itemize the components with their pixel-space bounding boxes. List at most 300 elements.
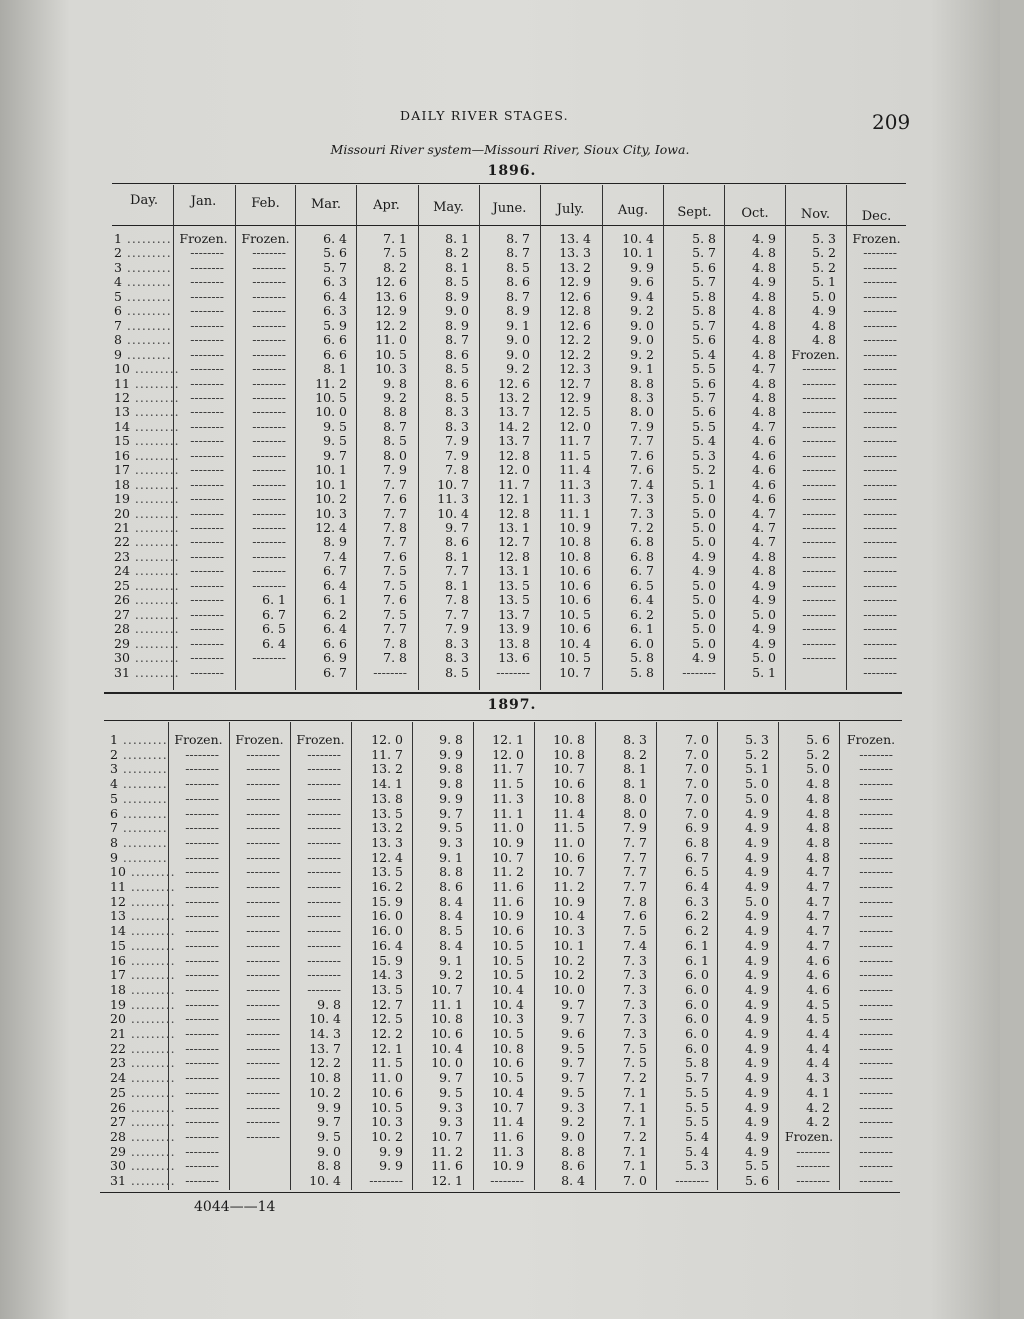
stage-cell: -------- — [859, 776, 893, 792]
day-number: 20 ......... — [110, 1011, 176, 1027]
stage-cell: -------- — [246, 967, 280, 983]
stage-cell: 4. 9 — [745, 952, 769, 968]
stage-cell: 9. 6 — [561, 1026, 585, 1041]
stage-cell: 8. 9 — [323, 534, 347, 550]
stage-cell: 7. 7 — [383, 621, 407, 637]
stage-cell: -------- — [802, 548, 836, 564]
stage-cell: 11. 4 — [553, 805, 585, 821]
leader-dots: ......... — [117, 805, 168, 821]
stage-cell: -------- — [190, 433, 224, 449]
stage-cell: 5. 0 — [752, 650, 776, 666]
stage-cell: 4. 9 — [745, 1114, 769, 1130]
stage-cell: 10. 4 — [492, 996, 524, 1012]
stage-cell: 10. 8 — [553, 790, 585, 806]
stage-cell: -------- — [190, 361, 224, 377]
stage-cell: 6. 7 — [323, 664, 347, 680]
stage-cell: 4. 9 — [752, 621, 776, 637]
leader-dots: ......... — [129, 418, 180, 434]
stage-cell: 7. 1 — [623, 1143, 647, 1159]
stage-cell: 10. 5 — [492, 1026, 524, 1041]
day-number: 15 ......... — [110, 937, 176, 953]
stage-cell: 6. 6 — [323, 332, 347, 348]
stage-cell: 5. 0 — [692, 520, 716, 535]
stage-cell: 9. 6 — [630, 274, 654, 290]
stage-cell: 10. 7 — [431, 981, 463, 997]
stage-cell: -------- — [252, 462, 286, 478]
stage-cell: 10. 7 — [492, 1099, 524, 1115]
stage-cell: 11. 1 — [492, 805, 524, 821]
stage-cell: -------- — [185, 820, 219, 836]
stage-cell: 9. 0 — [445, 303, 469, 319]
stage-cell: 4. 8 — [752, 332, 776, 348]
stage-cell: -------- — [307, 879, 341, 894]
stage-cell: 9. 9 — [630, 259, 654, 275]
stage-cell: 6. 1 — [630, 621, 654, 637]
stage-cell: -------- — [859, 1143, 893, 1159]
stage-cell: -------- — [307, 849, 341, 865]
stage-cell: 10. 0 — [553, 981, 585, 997]
stage-cell: -------- — [802, 592, 836, 608]
leader-dots: ......... — [129, 664, 180, 680]
stage-cell: -------- — [802, 577, 836, 593]
stage-cell: -------- — [252, 563, 286, 579]
page-number: 209 — [872, 110, 911, 134]
stage-cell: -------- — [190, 520, 224, 535]
stage-cell: 7. 8 — [623, 893, 647, 909]
stage-cell: 10. 8 — [553, 732, 585, 747]
day-number: 30 ......... — [114, 650, 180, 666]
stage-cell: 6. 5 — [685, 864, 709, 880]
stage-cell: -------- — [863, 650, 897, 666]
stage-cell: 7. 3 — [623, 1011, 647, 1027]
year-heading-1896: 1896. — [487, 163, 537, 179]
leader-dots: ......... — [125, 1055, 176, 1071]
stage-cell: 7. 8 — [383, 650, 407, 666]
stage-cell: -------- — [863, 303, 897, 319]
stage-cell: 13. 5 — [498, 592, 530, 608]
stage-cell: 14. 2 — [498, 418, 530, 434]
stage-cell: 6. 7 — [323, 563, 347, 579]
stage-cell: 10. 4 — [492, 981, 524, 997]
stage-cell: 10. 4 — [431, 1040, 463, 1056]
stage-cell: -------- — [859, 967, 893, 983]
day-number: 19 ......... — [114, 491, 180, 507]
leader-dots: ......... — [129, 505, 180, 521]
stage-cell: 13. 2 — [498, 389, 530, 405]
stage-cell: 12. 9 — [559, 389, 591, 405]
day-number: 18 ......... — [114, 476, 180, 492]
column-divider — [724, 185, 725, 690]
stage-cell: 7. 0 — [623, 1173, 647, 1188]
stage-cell: 8. 5 — [445, 389, 469, 405]
stage-cell: 8. 0 — [623, 805, 647, 821]
stage-cell: -------- — [802, 404, 836, 420]
stage-cell: -------- — [863, 346, 897, 362]
stage-cell: 10. 1 — [553, 937, 585, 953]
stage-cell: 9. 5 — [439, 820, 463, 836]
stage-cell: 16. 0 — [371, 908, 403, 924]
stage-cell: 4. 7 — [752, 361, 776, 377]
stage-cell: Frozen. — [235, 732, 284, 747]
stage-cell: 7. 0 — [685, 805, 709, 821]
stage-cell: -------- — [369, 1173, 403, 1188]
stage-cell: -------- — [252, 577, 286, 593]
stage-cell: -------- — [246, 746, 280, 762]
day-number: 25 ......... — [114, 577, 180, 593]
stage-cell: -------- — [863, 418, 897, 434]
stage-cell: -------- — [802, 563, 836, 579]
stage-cell: -------- — [246, 1026, 280, 1041]
column-divider — [295, 185, 296, 690]
stage-cell: 4. 9 — [745, 1128, 769, 1144]
stage-cell: 6. 0 — [685, 1011, 709, 1027]
stage-cell: 5. 0 — [692, 505, 716, 521]
stage-cell: 10. 6 — [492, 1055, 524, 1071]
stage-cell: 7. 7 — [445, 563, 469, 579]
day-number: 29 ......... — [114, 635, 180, 651]
stage-cell: -------- — [185, 981, 219, 997]
stage-cell: 7. 7 — [623, 834, 647, 850]
stage-cell: 8. 7 — [445, 332, 469, 348]
stage-cell: -------- — [859, 805, 893, 821]
stage-cell: 9. 9 — [379, 1143, 403, 1159]
stage-cell: 13. 5 — [498, 577, 530, 593]
stage-cell: 7. 4 — [630, 476, 654, 492]
stage-cell: -------- — [190, 621, 224, 637]
stage-cell: -------- — [307, 834, 341, 850]
stage-cell: -------- — [863, 462, 897, 478]
stage-cell: 7. 9 — [445, 621, 469, 637]
stage-cell: 7. 5 — [383, 563, 407, 579]
column-header-sept: Sept. — [677, 204, 712, 220]
stage-cell: -------- — [307, 981, 341, 997]
stage-cell: 10. 3 — [553, 923, 585, 939]
column-header-apr: Apr. — [373, 198, 400, 214]
column-divider — [785, 185, 786, 690]
leader-dots: ......... — [129, 476, 180, 492]
leader-dots: ......... — [129, 592, 180, 608]
stage-cell: -------- — [185, 908, 219, 924]
stage-cell: 10. 7 — [553, 864, 585, 880]
stage-cell: 4. 8 — [752, 288, 776, 304]
stage-cell: 8. 4 — [439, 908, 463, 924]
leader-dots: ......... — [125, 1099, 176, 1115]
stage-cell: 7. 3 — [630, 491, 654, 507]
stage-cell: -------- — [246, 1070, 280, 1086]
stage-cell: 4. 9 — [752, 635, 776, 651]
stage-cell: 9. 7 — [561, 1070, 585, 1086]
stage-cell: 9. 0 — [506, 332, 530, 348]
stage-cell: 6. 5 — [262, 621, 286, 637]
stage-cell: -------- — [185, 1114, 219, 1130]
stage-cell: 9. 8 — [439, 732, 463, 747]
stage-cell: 6. 2 — [630, 606, 654, 622]
stage-cell: 4. 9 — [692, 650, 716, 666]
stage-cell: 5. 8 — [692, 231, 716, 246]
stage-cell: 4. 8 — [812, 332, 836, 348]
stage-cell: 13. 1 — [498, 520, 530, 535]
stage-cell: 10. 6 — [553, 776, 585, 792]
stage-cell: 7. 1 — [623, 1114, 647, 1130]
stage-cell: -------- — [863, 534, 897, 550]
stage-cell: -------- — [246, 805, 280, 821]
leader-dots: ......... — [121, 231, 172, 246]
stage-cell: 8. 6 — [561, 1158, 585, 1174]
stage-cell: -------- — [190, 563, 224, 579]
stage-cell: 7. 7 — [383, 505, 407, 521]
stage-cell: -------- — [859, 937, 893, 953]
stage-cell: -------- — [863, 317, 897, 333]
stage-cell: -------- — [863, 476, 897, 492]
day-number: 8 ......... — [114, 332, 172, 348]
stage-cell: -------- — [252, 447, 286, 463]
stage-cell: 8. 7 — [506, 231, 530, 246]
stage-cell: 4. 9 — [752, 231, 776, 246]
stage-cell: 5. 6 — [692, 375, 716, 391]
stage-cell: -------- — [190, 650, 224, 666]
stage-cell: 7. 7 — [623, 879, 647, 894]
stage-cell: -------- — [185, 893, 219, 909]
stage-cell: 10. 4 — [553, 908, 585, 924]
stage-cell: 4. 7 — [806, 879, 830, 894]
stage-cell: -------- — [863, 361, 897, 377]
stage-cell: 10. 9 — [492, 834, 524, 850]
stage-cell: 5. 6 — [692, 404, 716, 420]
stage-cell: 6. 3 — [323, 303, 347, 319]
stage-cell: 4. 7 — [806, 937, 830, 953]
stage-cell: 4. 9 — [745, 1040, 769, 1056]
stage-cell: 4. 8 — [752, 375, 776, 391]
stage-cell: 7. 5 — [383, 577, 407, 593]
stage-cell: 6. 4 — [323, 621, 347, 637]
stage-cell: 9. 7 — [439, 805, 463, 821]
stage-cell: 5. 0 — [692, 534, 716, 550]
column-header-aug: Aug. — [617, 203, 649, 219]
stage-cell: -------- — [185, 849, 219, 865]
stage-cell: 9. 1 — [630, 361, 654, 377]
stage-cell: 5. 7 — [692, 317, 716, 333]
stage-cell: 4. 7 — [806, 908, 830, 924]
stage-cell: 12. 4 — [371, 849, 403, 865]
stage-cell: -------- — [252, 346, 286, 362]
stage-cell: 13. 5 — [371, 981, 403, 997]
stage-cell: 13. 1 — [498, 563, 530, 579]
column-divider — [418, 185, 419, 690]
stage-cell: -------- — [859, 1158, 893, 1174]
stage-cell: -------- — [190, 534, 224, 550]
day-number: 2 ......... — [110, 746, 168, 762]
stage-cell: -------- — [252, 650, 286, 666]
stage-cell: -------- — [682, 664, 716, 680]
stage-cell: 8. 5 — [445, 664, 469, 680]
stage-cell: 8. 7 — [506, 288, 530, 304]
stage-cell: -------- — [252, 520, 286, 535]
stage-cell: 12. 5 — [371, 1011, 403, 1027]
stage-cell: -------- — [185, 1158, 219, 1174]
stage-cell: -------- — [190, 491, 224, 507]
stage-cell: 7. 1 — [623, 1099, 647, 1115]
day-number: 30 ......... — [110, 1158, 176, 1174]
day-number: 17 ......... — [114, 462, 180, 478]
stage-cell: 7. 8 — [445, 462, 469, 478]
column-header-jan: Jan. — [190, 194, 217, 210]
stage-cell: 4. 2 — [806, 1099, 830, 1115]
stage-cell: -------- — [246, 864, 280, 880]
leader-dots: ......... — [129, 404, 180, 420]
stage-cell: 5. 2 — [745, 746, 769, 762]
leader-dots: ......... — [125, 1011, 176, 1027]
stage-cell: 11. 1 — [559, 505, 591, 521]
stage-cell: -------- — [190, 245, 224, 261]
stage-cell: -------- — [802, 505, 836, 521]
stage-cell: -------- — [185, 1011, 219, 1027]
stage-cell: 9. 7 — [445, 520, 469, 535]
stage-cell: -------- — [252, 418, 286, 434]
stage-cell: -------- — [252, 404, 286, 420]
column-divider — [663, 185, 664, 690]
stage-cell: 8. 2 — [623, 746, 647, 762]
stage-cell: -------- — [802, 375, 836, 391]
stage-cell: 4. 3 — [806, 1070, 830, 1086]
column-header-july: July. — [556, 202, 585, 218]
stage-cell: -------- — [863, 245, 897, 261]
stage-cell: 5. 0 — [692, 491, 716, 507]
stage-cell: -------- — [190, 317, 224, 333]
stage-cell: 8. 6 — [445, 534, 469, 550]
stage-cell: 5. 6 — [692, 332, 716, 348]
leader-dots: ......... — [121, 303, 172, 319]
stage-cell: 6. 7 — [630, 563, 654, 579]
stage-cell: -------- — [802, 476, 836, 492]
day-number: 24 ......... — [114, 563, 180, 579]
stage-cell: 7. 9 — [445, 447, 469, 463]
stage-cell: -------- — [796, 1158, 830, 1174]
stage-cell: 9. 8 — [383, 375, 407, 391]
leader-dots: ......... — [125, 952, 176, 968]
stage-cell: -------- — [190, 548, 224, 564]
leader-dots: ......... — [129, 577, 180, 593]
column-divider — [229, 722, 230, 1190]
stage-cell: 4. 9 — [752, 274, 776, 290]
stage-cell: 5. 3 — [812, 231, 836, 246]
leader-dots: ......... — [129, 520, 180, 535]
stage-cell: 5. 7 — [692, 274, 716, 290]
stage-cell: 5. 0 — [745, 790, 769, 806]
stage-cell: 4. 4 — [806, 1055, 830, 1071]
stage-cell: -------- — [252, 505, 286, 521]
day-number: 4 ......... — [110, 776, 168, 792]
stage-cell: 12. 7 — [498, 534, 530, 550]
table-1896-bottom-rule — [104, 692, 902, 694]
stage-cell: -------- — [190, 505, 224, 521]
leader-dots: ......... — [129, 433, 180, 449]
leader-dots: ......... — [125, 967, 176, 983]
stage-cell: 10. 9 — [492, 908, 524, 924]
leader-dots: ......... — [121, 332, 172, 348]
stage-cell: 4. 9 — [745, 967, 769, 983]
stage-cell: 9. 3 — [439, 834, 463, 850]
stage-cell: -------- — [246, 834, 280, 850]
stage-cell: 5. 2 — [692, 462, 716, 478]
stage-cell: 6. 8 — [685, 834, 709, 850]
stage-cell: 7. 1 — [623, 1158, 647, 1174]
stage-cell: 12. 2 — [559, 332, 591, 348]
stage-cell: 5. 4 — [692, 346, 716, 362]
stage-cell: 5. 4 — [685, 1128, 709, 1144]
stage-cell: 5. 4 — [685, 1143, 709, 1159]
stage-cell: 4. 5 — [806, 996, 830, 1012]
stage-cell: 4. 8 — [752, 548, 776, 564]
stage-cell: 7. 9 — [445, 433, 469, 449]
leader-dots: ......... — [117, 746, 168, 762]
stage-cell: 12. 8 — [498, 548, 530, 564]
stage-cell: -------- — [863, 548, 897, 564]
stage-cell: 7. 1 — [383, 231, 407, 246]
stage-cell: 10. 5 — [492, 1070, 524, 1086]
stage-cell: -------- — [307, 776, 341, 792]
stage-cell: 12. 9 — [559, 274, 591, 290]
day-number: 2 ......... — [114, 245, 172, 261]
stage-cell: 5. 2 — [812, 259, 836, 275]
stage-cell: 5. 6 — [745, 1173, 769, 1188]
stage-cell — [787, 666, 836, 680]
leader-dots: ......... — [125, 981, 176, 997]
day-number: 13 ......... — [110, 908, 176, 924]
stage-cell: -------- — [802, 650, 836, 666]
stage-cell: 4. 1 — [806, 1084, 830, 1100]
stage-cell: 8. 9 — [445, 317, 469, 333]
stage-cell: -------- — [859, 908, 893, 924]
stage-cell: 8. 8 — [317, 1158, 341, 1174]
leader-dots: ......... — [129, 462, 180, 478]
stage-cell: 5. 6 — [323, 245, 347, 261]
stage-cell: 12. 9 — [375, 303, 407, 319]
day-number: 16 ......... — [110, 952, 176, 968]
stage-cell: 5. 0 — [745, 893, 769, 909]
stage-cell: 9. 4 — [630, 288, 654, 304]
stage-cell: 10. 9 — [492, 1158, 524, 1174]
leader-dots: ......... — [129, 621, 180, 637]
stage-cell: 8. 8 — [439, 864, 463, 880]
stage-cell: 5. 3 — [685, 1158, 709, 1174]
stage-cell: 4. 9 — [745, 1070, 769, 1086]
stage-cell: 10. 2 — [309, 1084, 341, 1100]
leader-dots: ......... — [125, 1040, 176, 1056]
stage-cell: 6. 0 — [630, 635, 654, 651]
stage-cell: 11. 3 — [559, 491, 591, 507]
stage-cell: -------- — [859, 746, 893, 762]
stage-cell: -------- — [190, 274, 224, 290]
stage-cell: -------- — [190, 635, 224, 651]
stage-cell: -------- — [859, 981, 893, 997]
stage-cell: 5. 5 — [685, 1114, 709, 1130]
stage-cell: -------- — [859, 879, 893, 894]
stage-cell: 7. 3 — [623, 1026, 647, 1041]
stage-cell: 8. 8 — [383, 404, 407, 420]
stage-cell: 13. 7 — [309, 1040, 341, 1056]
stage-cell: -------- — [802, 447, 836, 463]
stage-cell: 6. 0 — [685, 1026, 709, 1041]
stage-cell: 11. 7 — [498, 476, 530, 492]
stage-cell: -------- — [859, 996, 893, 1012]
stage-cell: 16. 2 — [371, 879, 403, 894]
stage-cell: 4. 6 — [806, 967, 830, 983]
stage-cell: -------- — [190, 375, 224, 391]
stage-cell: -------- — [307, 952, 341, 968]
stage-cell: 12. 1 — [431, 1173, 463, 1188]
stage-cell: 4. 9 — [745, 1011, 769, 1027]
stage-cell: 11. 2 — [553, 879, 585, 894]
